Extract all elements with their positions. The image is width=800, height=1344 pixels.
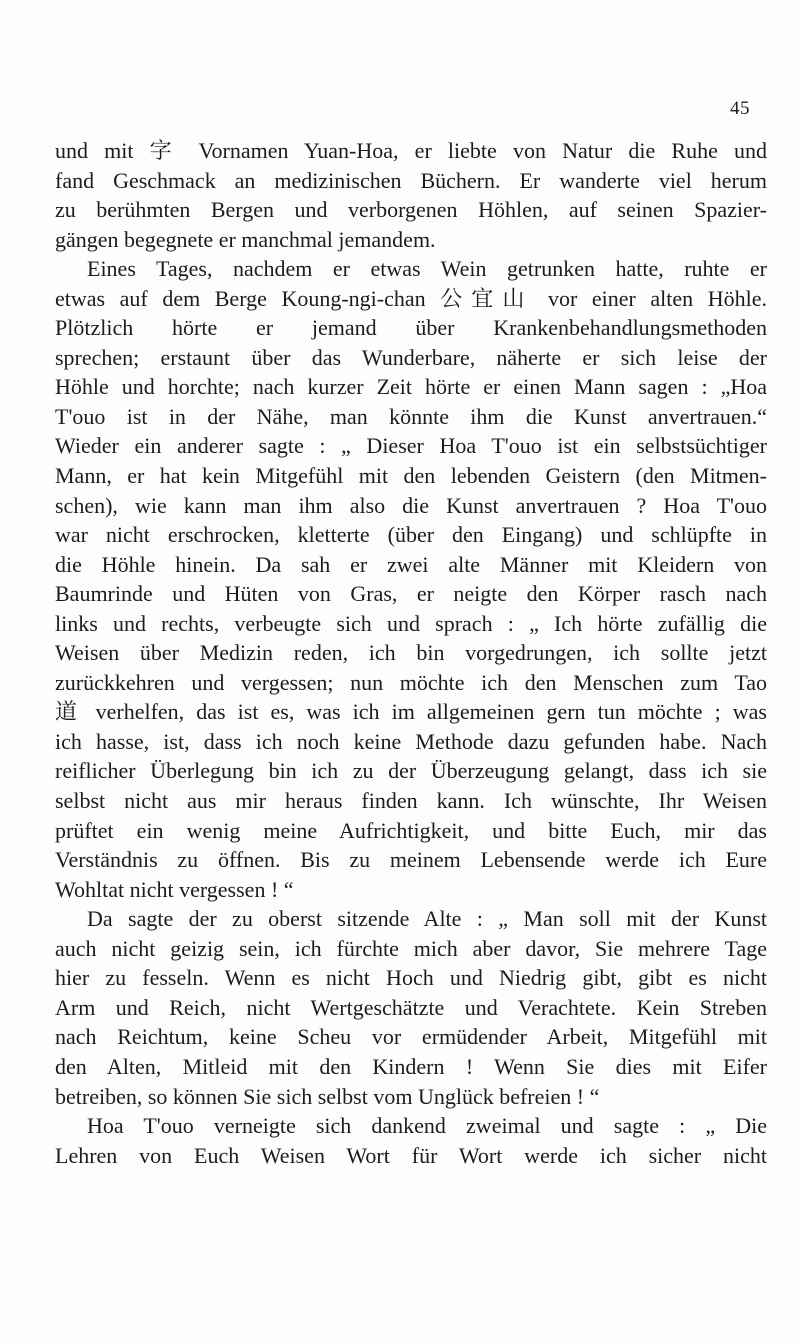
text-line: Eines Tages, nachdem er etwas Wein getrunken hatte, ruhte er (87, 256, 767, 282)
text-line: prüftet ein wenig meine Aufrichtigkeit, und bitte Euch, mir das (55, 817, 767, 843)
text-line: 道 verhelfen, das ist es, was ich im allgemeinen gern tun möchte ; was (55, 699, 767, 725)
text-line: reiflicher Überlegung bin ich zu der Überzeugung gelangt, dass ich sie (55, 758, 767, 784)
text-line: Lehren von Euch Weisen Wort für Wort werde ich sicher nicht (55, 1142, 767, 1168)
text-line: hier zu fesseln. Wenn es nicht Hoch und Niedrig gibt, gibt es nicht (55, 965, 767, 991)
text-line: selbst nicht aus mir heraus finden kann. Ich wünschte, Ihr Weisen (55, 788, 767, 814)
text-line: Verständnis zu öffnen. Bis zu meinem Lebensende werde ich Eure (55, 847, 767, 873)
text-line: zurückkehren und vergessen; nun möchte ich den Menschen zum Tao (55, 669, 767, 695)
text-line: etwas auf dem Berge Koung-ngi-chan 公宜山 vor einer alten Höhle. (55, 285, 767, 311)
text-line: Mann, er hat kein Mitgefühl mit den lebenden Geistern (den Mitmen- (55, 463, 767, 489)
text-line: Wohltat nicht vergessen ! “ (55, 876, 294, 902)
text-line: Wieder ein anderer sagte : „ Dieser Hoa T'ouo ist ein selbstsüchtiger (55, 433, 767, 459)
text-line: zu berühmten Bergen und verborgenen Höhlen, auf seinen Spazier- (55, 197, 767, 223)
text-line: links und rechts, verbeugte sich und sprach : „ Ich hörte zufällig die (55, 610, 767, 636)
text-line: und mit 字 Vornamen Yuan-Hoa, er liebte von Natur die Ruhe und (55, 138, 767, 163)
text-line: gängen begegnete er manchmal jemandem. (55, 226, 436, 252)
text-line: Weisen über Medizin reden, ich bin vorgedrungen, ich sollte jetzt (55, 640, 767, 666)
text-line: fand Geschmack an medizinischen Büchern. Er wanderte viel herum (55, 167, 767, 193)
text-line: Arm und Reich, nicht Wertgeschätzte und Verachtete. Kein Streben (55, 994, 767, 1020)
text-line: Hoa T'ouo verneigte sich dankend zweimal und sagte : „ Die (87, 1113, 767, 1139)
text-line: betreiben, so können Sie sich selbst vom Unglück befreien ! “ (55, 1083, 600, 1109)
text-line: ich hasse, ist, dass ich noch keine Methode dazu gefunden habe. Nach (55, 728, 767, 754)
text-line: sprechen; erstaunt über das Wunderbare, näherte er sich leise der (55, 344, 767, 370)
body-text (55, 136, 767, 1170)
text-line: auch nicht geizig sein, ich fürchte mich aber davor, Sie mehrere Tage (55, 935, 767, 961)
text-line: Baumrinde und Hüten von Gras, er neigte den Körper rasch nach (55, 581, 767, 607)
text-line: Höhle und horchte; nach kurzer Zeit hörte er einen Mann sagen : „Hoa (55, 374, 767, 400)
text-line: war nicht erschrocken, kletterte (über den Eingang) und schlüpfte in (55, 522, 767, 548)
page-number: 45 (730, 98, 750, 119)
text-line: schen), wie kann man ihm also die Kunst anvertrauen ? Hoa T'ouo (55, 492, 767, 518)
text-line: den Alten, Mitleid mit den Kindern ! Wenn Sie dies mit Eifer (55, 1053, 767, 1079)
text-line: Plötzlich hörte er jemand über Krankenbehandlungsmethoden (55, 315, 767, 341)
text-line: Da sagte der zu oberst sitzende Alte : „ Man soll mit der Kunst (87, 906, 767, 932)
text-line: T'ouo ist in der Nähe, man könnte ihm die Kunst anvertrauen.“ (55, 403, 767, 429)
text-line: nach Reichtum, keine Scheu vor ermüdender Arbeit, Mitgefühl mit (55, 1024, 767, 1050)
text-line: die Höhle hinein. Da sah er zwei alte Männer mit Kleidern von (55, 551, 767, 577)
